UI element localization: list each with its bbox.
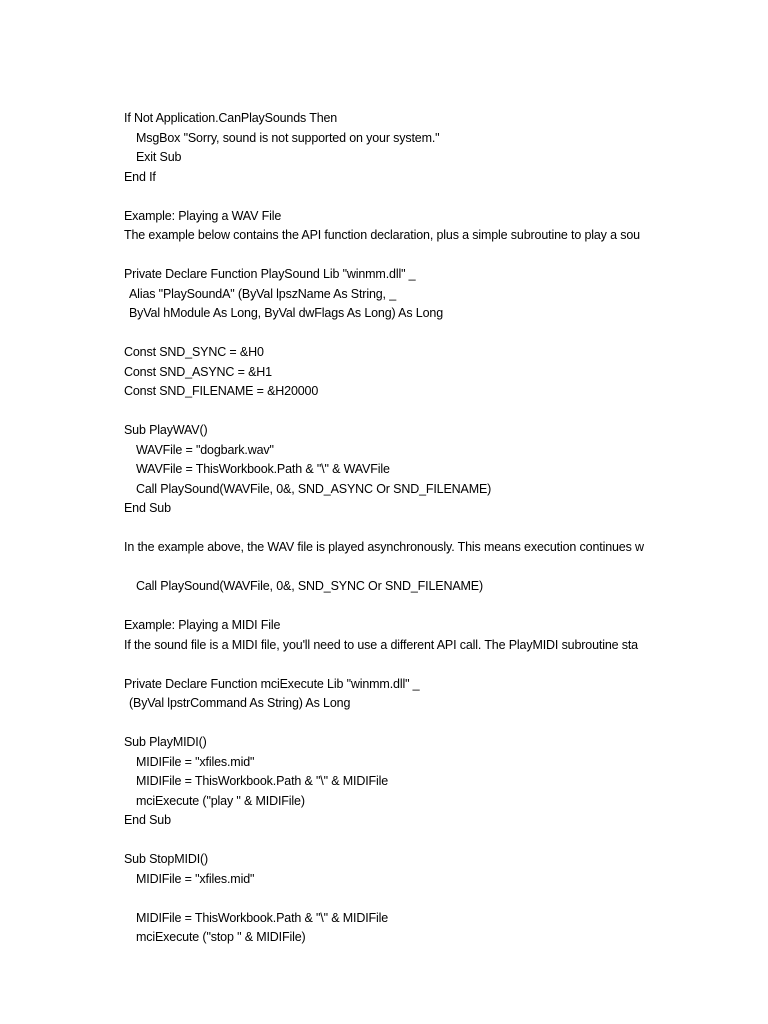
code-line: Exit Sub (136, 150, 182, 164)
blank-line (124, 831, 658, 851)
blank-line (124, 324, 658, 344)
paragraph-line: If the sound file is a MIDI file, you'll need to use a different API call. The PlayMIDI subroutine sta (124, 637, 638, 652)
document-body (124, 109, 658, 948)
code-line: (ByVal lpstrCommand As String) As Long (129, 696, 351, 710)
code-line: End If (124, 169, 156, 184)
code-line: mciExecute ("play " & MIDIFile) (136, 793, 305, 808)
code-line: WAVFile = "dogbark.wav" (136, 442, 274, 457)
code-line: Const SND_FILENAME = &H20000 (124, 384, 319, 398)
paragraph-line: The example below contains the API function declaration, plus a simple subroutine to play a sou (124, 228, 640, 242)
code-line: MIDIFile = "xfiles.mid" (136, 754, 255, 769)
code-line: Sub PlayMIDI() (124, 735, 207, 749)
code-line: Sub StopMIDI() (124, 852, 209, 866)
blank-line (124, 889, 658, 909)
code-line: Sub PlayWAV() (124, 423, 208, 437)
code-line: Call PlaySound(WAVFile, 0&, SND_SYNC Or SND_FILENAME) (136, 579, 484, 593)
code-line: MIDIFile = ThisWorkbook.Path & "\" & MIDIFile (136, 910, 389, 925)
section-heading: Example: Playing a MIDI File (124, 618, 281, 632)
code-line: Alias "PlaySoundA" (ByVal lpszName As String, _ (129, 286, 396, 301)
paragraph-line: In the example above, the WAV file is played asynchronously. This means execution continues w (124, 540, 644, 554)
code-line: Const SND_SYNC = &H0 (124, 345, 264, 359)
code-line: If Not Application.CanPlaySounds Then (124, 111, 338, 125)
section-heading: Example: Playing a WAV File (124, 208, 282, 223)
code-line: ByVal hModule As Long, ByVal dwFlags As Long) As Long (129, 306, 444, 320)
blank-line (124, 519, 658, 539)
code-line: Private Declare Function mciExecute Lib "winmm.dll" _ (124, 676, 420, 691)
code-line: End Sub (124, 501, 171, 515)
blank-line (124, 246, 658, 266)
blank-line (124, 597, 658, 617)
blank-line (124, 558, 658, 578)
code-line: Private Declare Function PlaySound Lib "winmm.dll" _ (124, 267, 416, 281)
code-line: mciExecute ("stop " & MIDIFile) (136, 930, 306, 944)
code-line: MsgBox "Sorry, sound is not supported on your system." (136, 130, 440, 145)
blank-line (124, 655, 658, 675)
code-line: Const SND_ASYNC = &H1 (124, 364, 272, 379)
code-line: End Sub (124, 813, 171, 827)
code-line: WAVFile = ThisWorkbook.Path & "\" & WAVFile (136, 462, 390, 476)
code-line: MIDIFile = "xfiles.mid" (136, 871, 255, 886)
blank-line (124, 714, 658, 734)
code-line: MIDIFile = ThisWorkbook.Path & "\" & MIDIFile (136, 774, 389, 788)
blank-line (124, 187, 658, 207)
blank-line (124, 402, 658, 422)
code-line: Call PlaySound(WAVFile, 0&, SND_ASYNC Or SND_FILENAME) (136, 481, 492, 496)
